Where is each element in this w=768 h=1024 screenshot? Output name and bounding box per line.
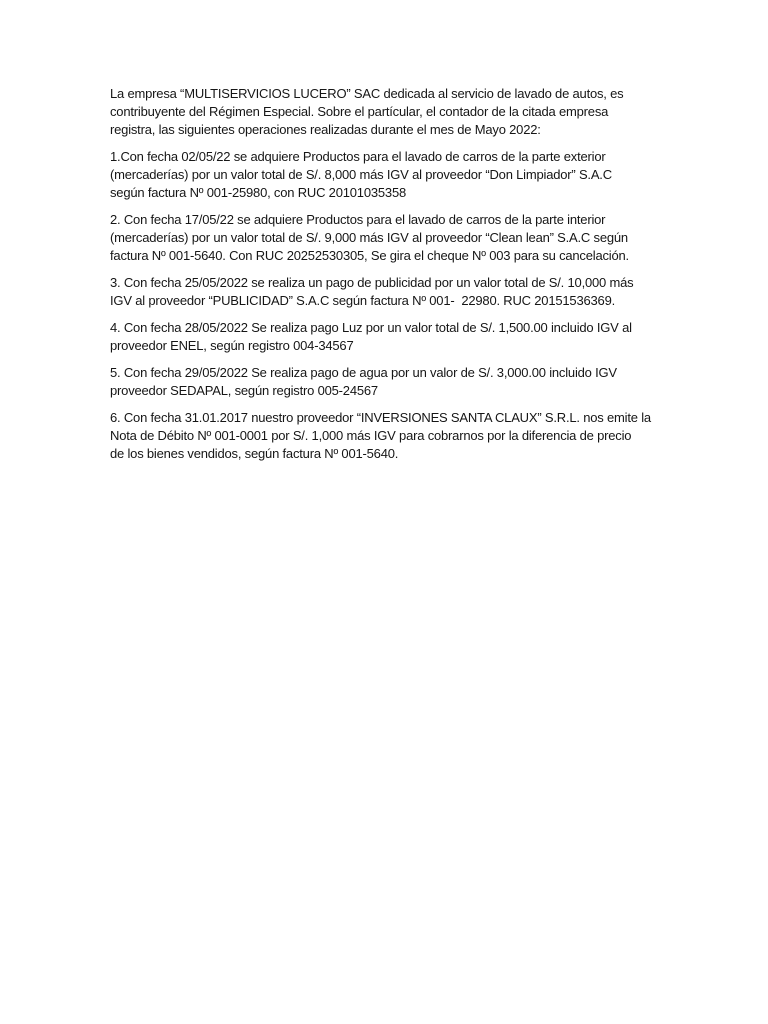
text-line: registra, las siguientes operaciones realizadas durante el mes de Mayo 2022:	[110, 122, 541, 137]
operation-1-paragraph	[110, 148, 710, 202]
text-line: (mercaderías) por un valor total de S/. 8,000 más IGV al proveedor “Don Limpiador” S.A.C	[110, 167, 612, 182]
text-line: 3. Con fecha 25/05/2022 se realiza un pago de publicidad por un valor total de S/. 10,000 más	[110, 275, 634, 290]
intro-paragraph	[110, 85, 710, 139]
operation-4-paragraph	[110, 319, 710, 355]
operation-2-paragraph	[110, 211, 710, 265]
document-body	[110, 85, 710, 472]
operation-6-paragraph	[110, 409, 710, 463]
text-line: según factura Nº 001-25980, con RUC 20101035358	[110, 185, 407, 200]
text-line: contribuyente del Régimen Especial. Sobre el partícular, el contador de la citada empresa	[110, 104, 609, 119]
text-line: 1.Con fecha 02/05/22 se adquiere Productos para el lavado de carros de la parte exterior	[110, 149, 606, 164]
text-line: proveedor ENEL, según registro 004-34567	[110, 338, 354, 353]
text-line: 6. Con fecha 31.01.2017 nuestro proveedor “INVERSIONES SANTA CLAUX” S.R.L. nos emite la	[110, 410, 651, 425]
operation-3-paragraph	[110, 274, 710, 310]
text-line: 4. Con fecha 28/05/2022 Se realiza pago Luz por un valor total de S/. 1,500.00 incluido IGV al	[110, 320, 632, 335]
text-line: proveedor SEDAPAL, según registro 005-24567	[110, 383, 378, 398]
text-line: de los bienes vendidos, según factura Nº 001-5640.	[110, 446, 399, 461]
text-line: La empresa “MULTISERVICIOS LUCERO” SAC dedicada al servicio de lavado de autos, es	[110, 86, 624, 101]
operation-5-paragraph	[110, 364, 710, 400]
text-line: IGV al proveedor “PUBLICIDAD” S.A.C según factura Nº 001- 22980. RUC 20151536369.	[110, 293, 616, 308]
text-line: Nota de Débito Nº 001-0001 por S/. 1,000 más IGV para cobrarnos por la diferencia de precio	[110, 428, 632, 443]
text-line: 2. Con fecha 17/05/22 se adquiere Productos para el lavado de carros de la parte interior	[110, 212, 606, 227]
text-line: 5. Con fecha 29/05/2022 Se realiza pago de agua por un valor de S/. 3,000.00 incluido IGV	[110, 365, 617, 380]
text-line: factura Nº 001-5640. Con RUC 20252530305, Se gira el cheque Nº 003 para su cancelación.	[110, 248, 629, 263]
text-line: (mercaderías) por un valor total de S/. 9,000 más IGV al proveedor “Clean lean” S.A.C según	[110, 230, 628, 245]
